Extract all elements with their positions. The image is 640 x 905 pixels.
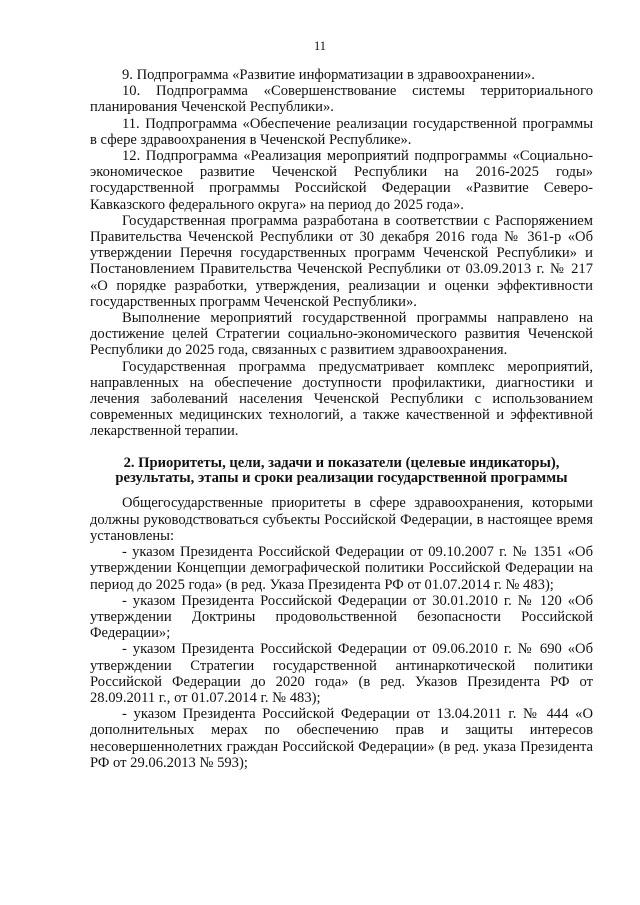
paragraph-subprogram-10: 10. Подпрограмма «Совершенствование системы территориального планирования Чеченской Республики». <box>90 83 593 116</box>
list-item-decree-690: - указом Президента Российской Федерации от 09.06.2010 г. № 690 «Об утверждении Стратегии государственной антинаркотической политики Российской Федерации до 2020 года» (в ред. Указов Президента РФ от 28.09.2011 г., от 01.07.2014 г. № 483); <box>90 641 593 706</box>
paragraph-program-basis: Государственная программа разработана в соответствии с Распоряжением Правительства Чеченской Республики от 30 декабря 2016 года № 361-р «Об утверждении Перечня государственных программ Чеченской Республики» и Постановлением Правительства Чеченской Республики от 03.09.2013 г. № 217 «О порядке разработки, утверждения, реализации и оценки эффективности государственных программ Чеченской Республики». <box>90 212 593 310</box>
page-number: 11 <box>313 39 327 53</box>
paragraph-program-goals: Выполнение мероприятий государственной программы направлено на достижение целей Стратегии социально-экономического развития Чеченской Республики до 2025 года, связанных с развитием здравоохранения. <box>90 310 593 359</box>
document-body <box>90 67 593 771</box>
heading-spacer <box>90 486 593 495</box>
paragraph-priorities-intro: Общегосударственные приоритеты в сфере здравоохранения, которыми должны руководствоваться субъекты Российской Федерации, в настоящее время установлены: <box>90 495 593 544</box>
list-item-decree-1351: - указом Президента Российской Федерации от 09.10.2007 г. № 1351 «Об утверждении Концепции демографической политики Российской Федерации на период до 2025 года» (в ред. Указа Президента РФ от 01.07.2014 г. № 483); <box>90 544 593 593</box>
section-heading: 2. Приоритеты, цели, задачи и показатели (целевые индикаторы), результаты, этапы и сроки реализации государственной программы <box>115 454 568 487</box>
list-item-decree-120: - указом Президента Российской Федерации от 30.01.2010 г. № 120 «Об утверждении Доктрины продовольственной безопасности Российской Федерации»; <box>90 592 593 642</box>
paragraph-program-measures: Государственная программа предусматривает комплекс мероприятий, направленных на обеспечение доступности профилактики, диагностики и лечения заболеваний населения Чеченской Республики с использованием современных медицинских технологий, а также качественной и эффективной лекарственной терапии. <box>90 358 593 440</box>
section-spacer <box>90 440 593 456</box>
list-item-decree-444: - указом Президента Российской Федерации от 13.04.2011 г. № 444 «О дополнительных мерах по обеспечению прав и защиты интересов несовершеннолетних граждан Российской Федерации» (в ред. указа Президента РФ от 29.06.2013 № 593); <box>90 706 593 771</box>
paragraph-subprogram-11: 11. Подпрограмма «Обеспечение реализации государственной программы в сфере здравоохранения в Чеченской Республике». <box>90 115 593 148</box>
paragraph-subprogram-12: 12. Подпрограмма «Реализация мероприятий подпрограммы «Социально-экономическое развитие Чеченской Республики на 2016-2025 годы» государственной программы Российской Федерации «Развитие Северо-Кавказского федерального округа» на период до 2025 года». <box>90 148 593 213</box>
paragraph-subprogram-9: 9. Подпрограмма «Развитие информатизации в здравоохранении». <box>122 67 535 83</box>
